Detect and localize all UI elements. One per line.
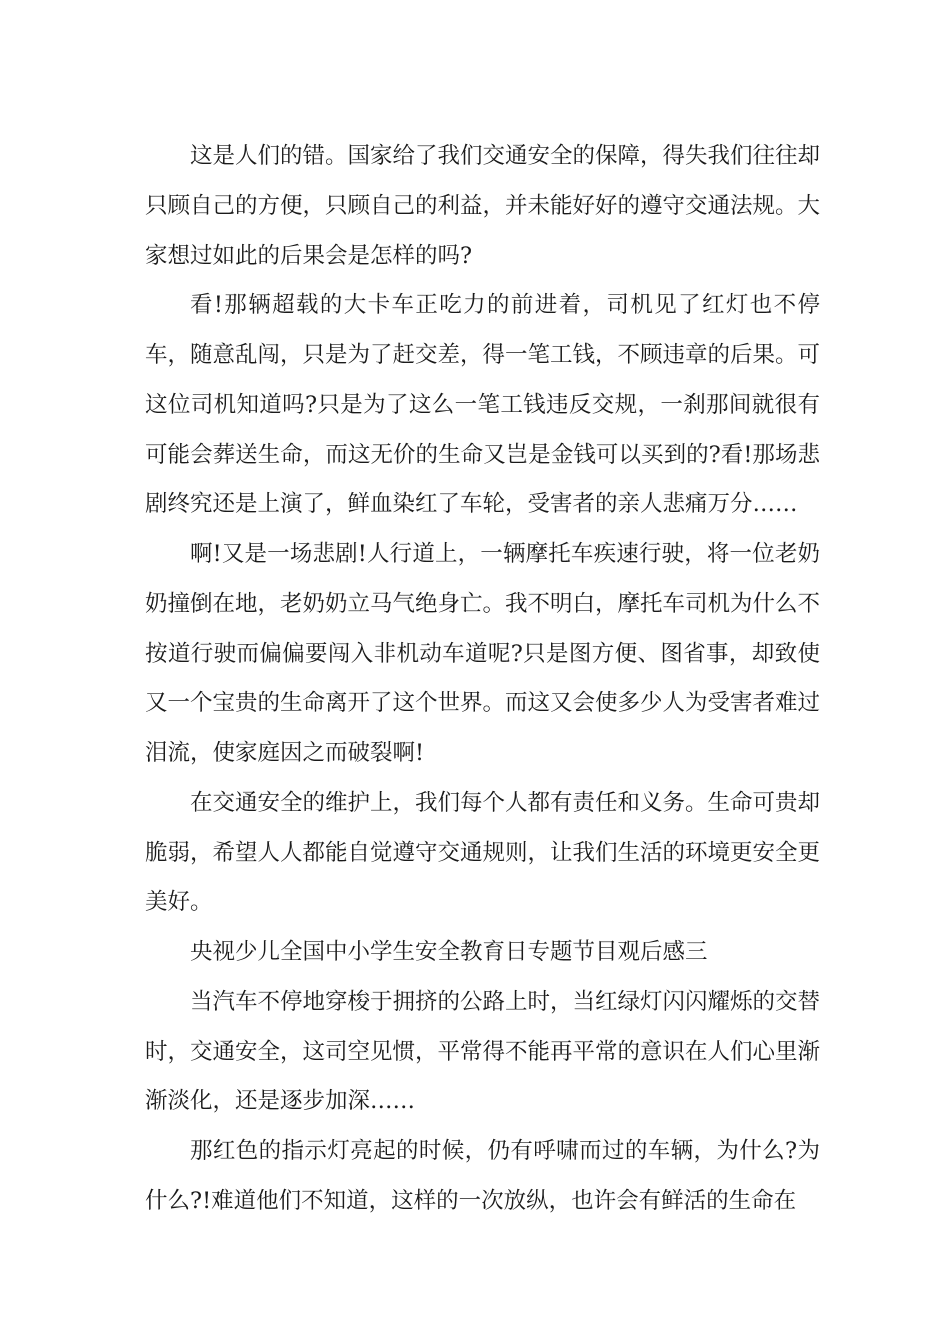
paragraph-5: 当汽车不停地穿梭于拥挤的公路上时，当红绿灯闪闪耀烁的交替时，交通安全，这司空见惯，平常得不能再平常的意识在人们心里渐渐淡化，还是逐步加深…… — [145, 988, 821, 1115]
paragraph-2: 看!那辆超载的大卡车正吃力的前进着，司机见了红灯也不停车，随意乱闯，只是为了赶交差，得一笔工钱，不顾违章的后果。可这位司机知道吗?只是为了这么一笔工钱违反交规，一刹那间就很有可能会葬送生命，而这无价的生命又岂是金钱可以买到的?看!那场悲剧终究还是上演了，鲜血染红了车轮，受害者的亲人悲痛万分…… — [145, 292, 821, 518]
body-text — [145, 132, 820, 1227]
paragraph-1: 这是人们的错。国家给了我们交通安全的保障，得失我们往往却只顾自己的方便，只顾自己的利益，并未能好好的遵守交通法规。大家想过如此的后果会是怎样的吗? — [145, 143, 821, 269]
paragraph-6: 那红色的指示灯亮起的时候，仍有呼啸而过的车辆，为什么?为什么?!难道他们不知道，这样的一次放纵，也许会有鲜活的生命在 — [145, 1138, 820, 1214]
paragraph-4: 在交通安全的维护上，我们每个人都有责任和义务。生命可贵却脆弱，希望人人都能自觉遵守交通规则，让我们生活的环境更安全更美好。 — [145, 789, 821, 916]
section-heading: 央视少儿全国中小学生安全教育日专题节目观后感三 — [190, 939, 708, 965]
paragraph-3: 啊!又是一场悲剧!人行道上，一辆摩托车疾速行驶，将一位老奶奶撞倒在地，老奶奶立马气绝身亡。我不明白，摩托车司机为什么不按道行驶而偏偏要闯入非机动车道呢?只是图方便、图省事，却致使又一个宝贵的生命离开了这个世界。而这又会使多少人为受害者难过泪流，使家庭因之而破裂啊! — [145, 541, 821, 766]
